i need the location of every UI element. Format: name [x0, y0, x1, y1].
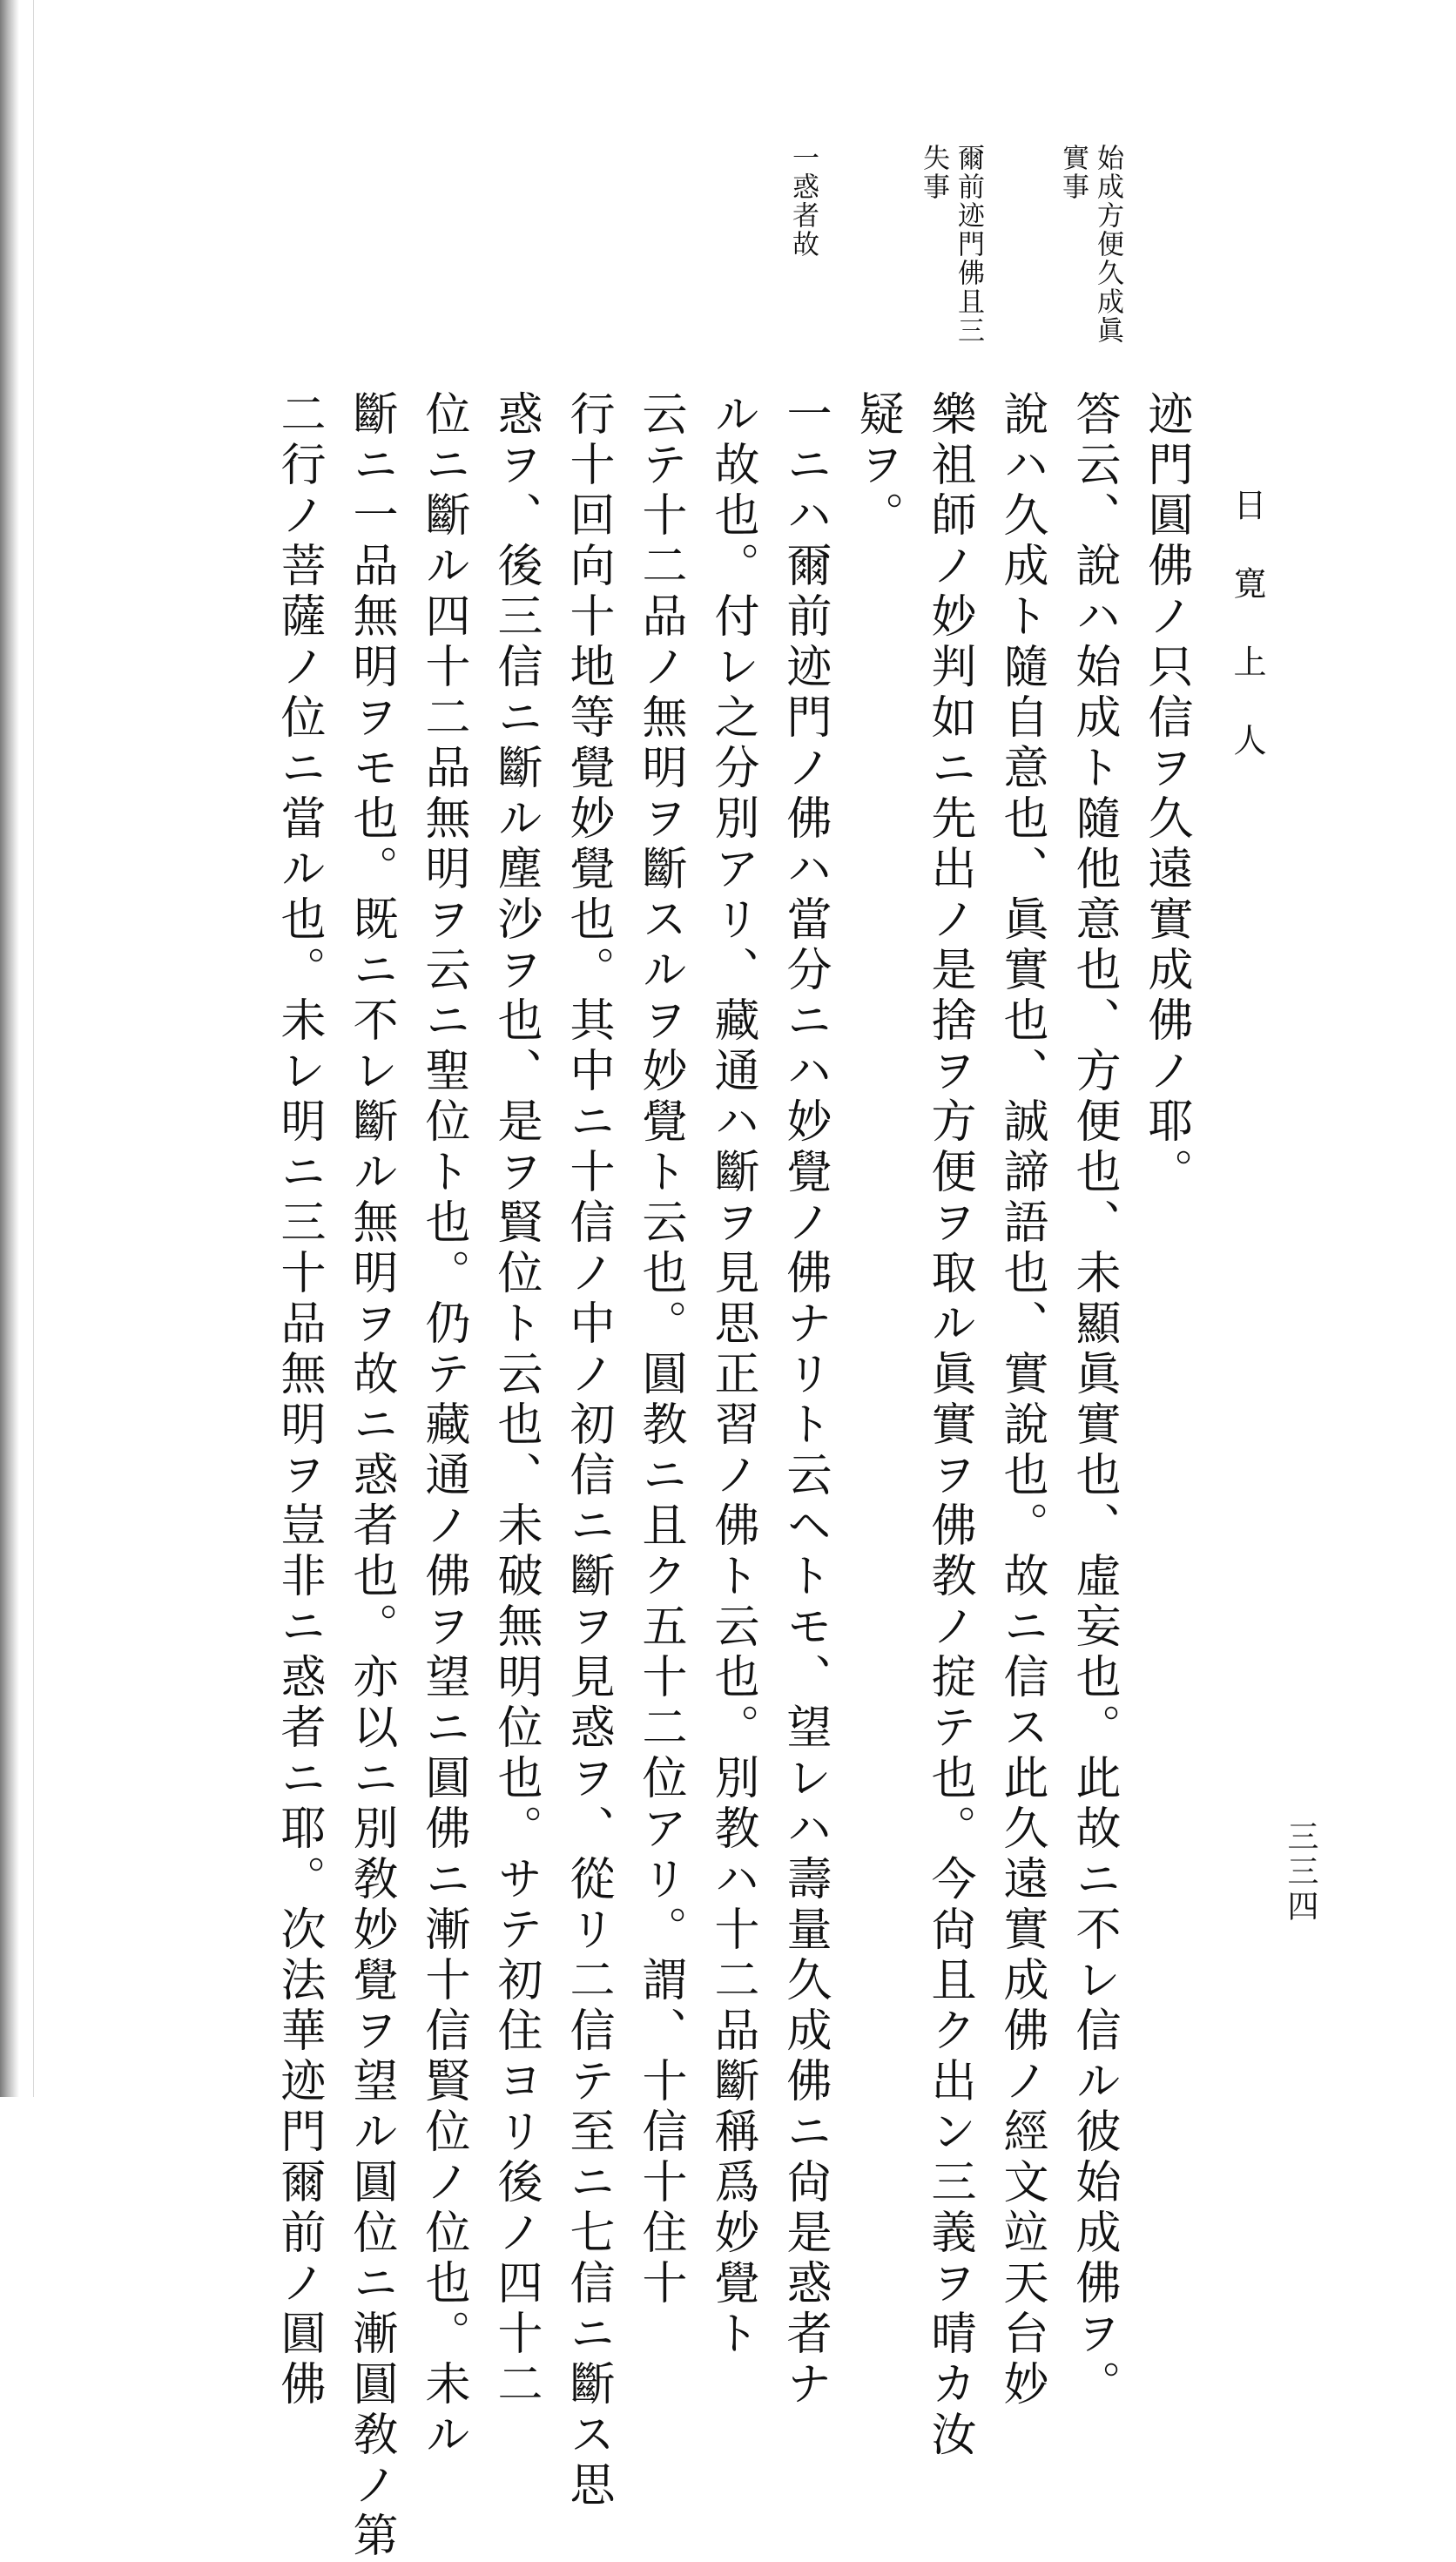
headnote-1-line-1: 始成方便久成眞 [1092, 144, 1123, 345]
text-line: 斷ニ一品無明ヲモ也。既ニ不レ斷ル無明ヲ故ニ惑者也。亦以ニ別敎妙覺ヲ望ル圓位ニ漸圓敎ノ第 [345, 390, 397, 2562]
text-line: 一ニハ爾前迹門ノ佛ハ當分ニハ妙覺ノ佛ナリト云ヘトモ、望レハ壽量久成佛ニ尙是惑者ナ [779, 390, 831, 2410]
gutter-edge-line [33, 0, 34, 2097]
text-line: 疑ヲ。 [851, 390, 903, 542]
headnote-1 [1055, 144, 1125, 345]
running-title: 日寛上人 [1228, 488, 1266, 801]
text-line: 說ハ久成ト隨自意也、眞實也、誠諦語也、實說也。故ニ信ス此久遠實成佛ノ經文竝天台妙 [995, 390, 1048, 2410]
text-line: 迹門圓佛ノ只信ヲ久遠實成佛ノ耶。 [1140, 390, 1192, 1198]
headnote-3-line-1: 一惑者故 [787, 144, 819, 259]
headnote-2-line-2: 失事 [918, 144, 949, 201]
text-line: ル故也。付レ之分別アリ、藏通ハ斷ヲ見思正習ノ佛ト云也。別教ハ十二品斷稱爲妙覺ト [706, 390, 758, 2360]
headnote-1-line-2: 實事 [1057, 144, 1089, 201]
headnote-2-line-1: 爾前迹門佛且三 [953, 144, 984, 345]
text-line: 惑ヲ、後三信ニ斷ル塵沙ヲ也、是ヲ賢位ト云也、未破無明位也。サテ初住ヨリ後ノ四十二 [489, 390, 542, 2410]
text-line: 二行ノ菩薩ノ位ニ當ル也。未レ明ニ三十品無明ヲ豈非ニ惑者ニ耶。次法華迹門爾前ノ圓佛 [273, 390, 325, 2410]
text-line: 行十回向十地等覺妙覺也。其中ニ十信ノ中ノ初信ニ斷ヲ見惑ヲ、從リ二信テ至ニ七信ニ斷ス思 [562, 390, 614, 2511]
text-line: 樂祖師ノ妙判如ニ先出ノ是捨ヲ方便ヲ取ル眞實ヲ佛教ノ掟テ也。今尙且ク出ン三義ヲ晴カ汝 [923, 390, 975, 2461]
text-line: 位ニ斷ル四十二品無明ヲ云ニ聖位ト也。仍テ藏通ノ佛ヲ望ニ圓佛ニ漸十信賢位ノ位也。未ル [417, 390, 469, 2461]
headnote-2 [916, 144, 986, 345]
headnote-3 [785, 144, 820, 259]
binding-gutter [0, 0, 19, 2097]
page-number: 三三四 [1283, 1820, 1318, 1925]
text-line: 云テ十二品ノ無明ヲ斷スルヲ妙覺ト云也。圓教ニ且ク五十二位アリ。謂、十信十住十 [634, 390, 686, 2309]
text-line: 答云、說ハ始成ト隨他意也、方便也、未顯眞實也、虛妄也。此故ニ不レ信ル彼始成佛ヲ。 [1068, 390, 1120, 2410]
main-text [262, 390, 1202, 2562]
